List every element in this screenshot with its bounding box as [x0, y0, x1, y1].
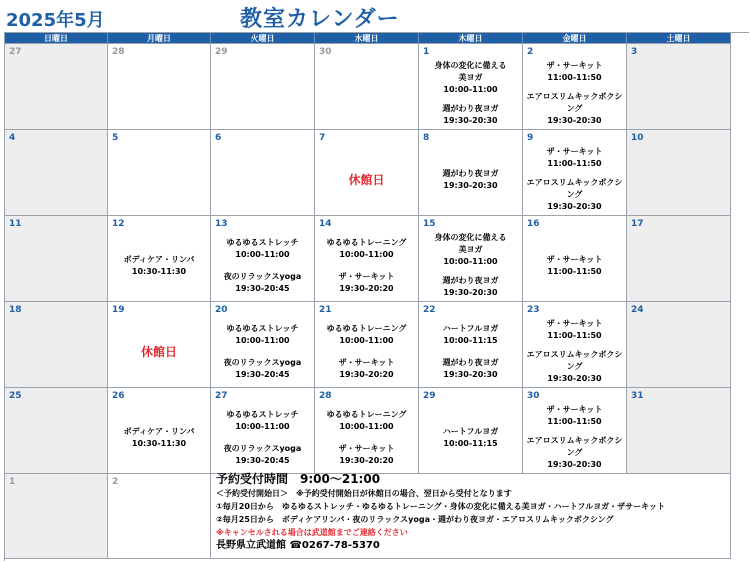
day-cell [108, 474, 211, 559]
event-time: 19:30-20:30 [547, 116, 602, 125]
event-name: ザ・サーキット [546, 147, 603, 156]
event-list [5, 146, 107, 213]
event-list [108, 232, 210, 299]
event-list [315, 404, 418, 471]
event-list [523, 60, 626, 127]
day-cell [5, 130, 108, 216]
event-list [627, 146, 730, 213]
day-cell [211, 388, 315, 474]
closed-day-label: 休館日 [348, 172, 385, 187]
day-number: 28 [319, 391, 332, 401]
day-cell [211, 302, 315, 388]
event-list [211, 60, 314, 127]
day-cell [419, 44, 523, 130]
weekday-header: 土曜日 [627, 33, 731, 44]
day-cell [5, 216, 108, 302]
day-number: 10 [631, 133, 644, 143]
year-month-label: 2025年5月 [6, 10, 105, 31]
day-number: 2 [112, 477, 119, 487]
event-time: 19:30-20:30 [443, 116, 498, 125]
event-time: 11:00-11:50 [547, 417, 602, 426]
day-number: 26 [112, 391, 125, 401]
day-number: 31 [631, 391, 644, 401]
event-list [5, 318, 107, 385]
event-time: 19:30-20:20 [339, 369, 394, 379]
event-list [315, 318, 418, 385]
info-panel [216, 472, 746, 560]
reservation-start-note: ＜予約受付開始日＞ ※予約受付開始日が休館日の場合、翌日から受付となります [216, 489, 512, 498]
day-cell [627, 130, 731, 216]
closed-day-label: 休館日 [140, 344, 177, 359]
event-name: ザ・サーキット [338, 443, 395, 453]
day-number: 24 [631, 305, 644, 315]
event-name: ゆるゆるストレッチ [226, 409, 299, 419]
event-list [108, 60, 210, 127]
event-name: ゆるゆるトレーニング [326, 323, 407, 333]
day-cell [627, 44, 731, 130]
weekday-header: 水曜日 [315, 33, 419, 44]
day-number: 15 [423, 219, 436, 229]
event-time: 10:00-11:00 [443, 257, 498, 266]
event-list [627, 60, 730, 127]
event-time: 10:00-11:15 [443, 438, 498, 448]
event-list [523, 146, 626, 213]
event-list [315, 232, 418, 299]
day-number: 5 [112, 133, 119, 143]
weekday-header: 金曜日 [523, 33, 627, 44]
day-number: 22 [423, 305, 436, 315]
event-name: ボディケア・リンパ [123, 426, 195, 436]
day-number: 23 [527, 305, 540, 315]
weekday-header: 木曜日 [419, 33, 523, 44]
day-number: 30 [319, 47, 332, 57]
day-number: 12 [112, 219, 125, 229]
day-cell [211, 216, 315, 302]
event-name: 週がわり夜ヨガ [442, 104, 499, 113]
day-cell [211, 130, 315, 216]
event-list [5, 232, 107, 299]
day-number: 4 [9, 133, 16, 143]
event-name: 身体の変化に備える [434, 233, 507, 242]
day-number: 13 [215, 219, 228, 229]
event-name: ハートフルヨガ [442, 426, 499, 436]
day-cell [419, 302, 523, 388]
event-time: 10:00-11:00 [339, 421, 394, 431]
reservation-hours: 予約受付時間 9:00～21:00 [216, 472, 381, 486]
day-cell [108, 216, 211, 302]
event-name: エアロスリムキックボクシング [526, 350, 623, 371]
day-number: 19 [112, 305, 125, 315]
weekday-header: 火曜日 [211, 33, 315, 44]
event-list [419, 404, 522, 471]
day-cell [523, 130, 627, 216]
event-time: 10:00-11:00 [235, 421, 290, 431]
day-number: 14 [319, 219, 332, 229]
day-number: 29 [215, 47, 228, 57]
event-name: ザ・サーキット [546, 319, 603, 328]
event-list [419, 60, 522, 127]
event-list [627, 232, 730, 299]
day-number: 29 [423, 391, 436, 401]
event-name: 美ヨガ [458, 245, 483, 254]
event-list [211, 146, 314, 213]
event-list [5, 404, 107, 471]
event-list [523, 318, 626, 385]
event-name: エアロスリムキックボクシング [526, 436, 623, 457]
event-name: エアロスリムキックボクシング [526, 92, 623, 113]
event-list [108, 318, 210, 385]
day-cell [5, 44, 108, 130]
event-name: エアロスリムキックボクシング [526, 178, 623, 199]
event-name: ボディケア・リンパ [123, 254, 195, 264]
event-time: 19:30-20:45 [235, 283, 290, 293]
day-cell [5, 302, 108, 388]
event-time: 19:30-20:30 [547, 460, 602, 469]
event-time: 19:30-20:45 [235, 369, 290, 379]
event-name: ゆるゆるトレーニング [326, 237, 407, 247]
day-cell [315, 388, 419, 474]
event-time: 19:30-20:45 [235, 455, 290, 465]
day-cell [523, 44, 627, 130]
event-time: 10:00-11:15 [443, 335, 498, 345]
event-time: 10:00-11:00 [339, 335, 394, 345]
event-list [419, 232, 522, 299]
day-cell [523, 302, 627, 388]
day-number: 30 [527, 391, 540, 401]
event-name: 夜のリラックスyoga [223, 357, 302, 367]
event-list [523, 232, 626, 299]
day-cell [315, 130, 419, 216]
day-cell [315, 216, 419, 302]
contact-phone: 長野県立武道館 ☎0267-78-5370 [216, 540, 380, 551]
event-name: 週がわり夜ヨガ [442, 357, 499, 367]
event-time: 10:00-11:00 [235, 335, 290, 345]
reservation-rule-25th: ②毎月25日から ボディケアリンパ・夜のリラックスyoga・週がわり夜ヨガ・エアロスリムキックボクシング [216, 515, 614, 524]
day-cell [108, 44, 211, 130]
event-time: 11:00-11:50 [547, 266, 602, 276]
day-cell [627, 302, 731, 388]
event-name: 夜のリラックスyoga [223, 443, 302, 453]
day-cell [419, 388, 523, 474]
event-list [419, 318, 522, 385]
day-cell [627, 216, 731, 302]
day-cell [5, 474, 108, 559]
event-time: 10:00-11:00 [235, 249, 290, 259]
event-list [315, 60, 418, 127]
event-name: ザ・サーキット [546, 61, 603, 70]
event-list [108, 146, 210, 213]
event-name: ゆるゆるストレッチ [226, 237, 299, 247]
event-time: 11:00-11:50 [547, 73, 602, 82]
event-name: ザ・サーキット [338, 271, 395, 281]
weekday-header: 日曜日 [5, 33, 108, 44]
event-time: 19:30-20:30 [547, 202, 602, 211]
event-name: ゆるゆるストレッチ [226, 323, 299, 333]
day-cell [108, 130, 211, 216]
day-cell [627, 388, 731, 474]
event-name: 夜のリラックスyoga [223, 271, 302, 281]
day-number: 1 [9, 477, 16, 487]
day-number: 25 [9, 391, 22, 401]
day-cell [211, 44, 315, 130]
day-number: 6 [215, 133, 222, 143]
event-time: 10:00-11:00 [443, 85, 498, 94]
event-list [108, 490, 210, 556]
event-list [5, 490, 107, 556]
event-time: 11:00-11:50 [547, 159, 602, 168]
day-number: 16 [527, 219, 540, 229]
event-time: 19:30-20:30 [547, 374, 602, 383]
day-cell [523, 388, 627, 474]
event-time: 11:00-11:50 [547, 331, 602, 340]
event-name: ハートフルヨガ [442, 323, 499, 333]
event-time: 10:00-11:00 [339, 249, 394, 259]
day-cell [5, 388, 108, 474]
day-cell [108, 302, 211, 388]
event-name: ザ・サーキット [546, 405, 603, 414]
day-cell [315, 44, 419, 130]
event-list [211, 318, 314, 385]
cancel-note: ※キャンセルされる場合は武道館までご連絡ください [216, 528, 408, 537]
weekday-header: 月曜日 [108, 33, 211, 44]
event-list [5, 60, 107, 127]
event-list [627, 318, 730, 385]
event-name: ザ・サーキット [546, 254, 603, 264]
event-time: 19:30-20:30 [443, 369, 498, 379]
event-list [523, 404, 626, 471]
page-title: 教室カレンダー [240, 7, 400, 32]
day-number: 11 [9, 219, 22, 229]
event-time: 10:30-11:30 [131, 266, 187, 276]
day-number: 1 [423, 47, 430, 57]
event-name: 週がわり夜ヨガ [442, 168, 499, 178]
event-name: 週がわり夜ヨガ [442, 276, 499, 285]
reservation-rule-20th: ①毎月20日から ゆるゆるストレッチ・ゆるゆるトレーニング・身体の変化に備える美ヨガ・ハートフルヨガ・ザサーキット [216, 502, 665, 511]
event-list [211, 404, 314, 471]
event-list [315, 146, 418, 213]
event-time: 10:30-11:30 [131, 438, 187, 448]
day-number: 17 [631, 219, 644, 229]
event-time: 19:30-20:20 [339, 283, 394, 293]
day-cell [419, 216, 523, 302]
day-number: 9 [527, 133, 534, 143]
day-number: 27 [215, 391, 228, 401]
event-list [211, 232, 314, 299]
day-number: 2 [527, 47, 534, 57]
day-number: 8 [423, 133, 430, 143]
day-cell [523, 216, 627, 302]
event-list [419, 146, 522, 213]
day-number: 21 [319, 305, 332, 315]
event-name: 身体の変化に備える [434, 61, 507, 70]
day-number: 18 [9, 305, 22, 315]
event-list [108, 404, 210, 471]
event-time: 19:30-20:30 [443, 288, 498, 297]
day-number: 3 [631, 47, 638, 57]
day-cell [419, 130, 523, 216]
day-number: 7 [319, 133, 326, 143]
day-cell [315, 302, 419, 388]
event-name: ザ・サーキット [338, 357, 395, 367]
event-time: 19:30-20:20 [339, 455, 394, 465]
event-time: 19:30-20:30 [443, 180, 498, 190]
day-number: 27 [9, 47, 22, 57]
event-list [627, 404, 730, 471]
day-cell [108, 388, 211, 474]
event-name: 美ヨガ [458, 73, 483, 82]
day-number: 20 [215, 305, 228, 315]
event-name: ゆるゆるトレーニング [326, 409, 407, 419]
day-number: 28 [112, 47, 125, 57]
